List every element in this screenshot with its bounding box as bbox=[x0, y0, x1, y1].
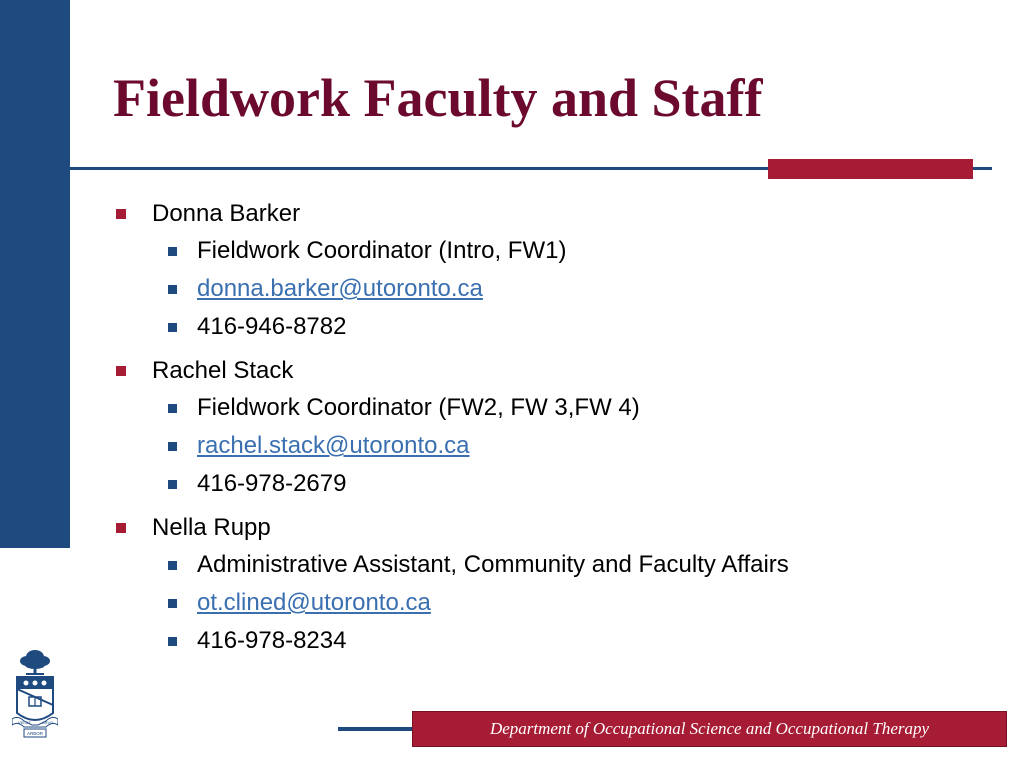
person-email-item bbox=[114, 427, 994, 465]
left-sidebar-bar bbox=[0, 0, 70, 548]
person-role: Fieldwork Coordinator (Intro, FW1) bbox=[197, 237, 567, 264]
staff-list bbox=[114, 195, 994, 666]
email-link[interactable]: donna.barker@utoronto.ca bbox=[197, 275, 483, 302]
person-role: Fieldwork Coordinator (FW2, FW 3,FW 4) bbox=[197, 394, 640, 421]
person-role: Administrative Assistant, Community and Faculty Affairs bbox=[197, 551, 789, 578]
motto-right: ARVO bbox=[42, 720, 54, 725]
title-underline-red-accent bbox=[768, 159, 973, 179]
motto-left: VELUT bbox=[18, 720, 31, 725]
footer-rule-blue bbox=[338, 727, 414, 731]
person-phone-item bbox=[114, 308, 994, 346]
square-bullet-icon bbox=[168, 404, 177, 413]
person-name: Rachel Stack bbox=[152, 357, 294, 384]
person-phone: 416-946-8782 bbox=[197, 313, 347, 340]
square-bullet-icon bbox=[168, 561, 177, 570]
square-bullet-icon bbox=[116, 366, 126, 376]
footer-banner bbox=[412, 711, 1007, 747]
square-bullet-icon bbox=[168, 247, 177, 256]
square-bullet-icon bbox=[168, 480, 177, 489]
person-phone: 416-978-8234 bbox=[197, 627, 347, 654]
square-bullet-icon bbox=[116, 209, 126, 219]
square-bullet-icon bbox=[168, 285, 177, 294]
person-role-item bbox=[114, 232, 994, 270]
person-name: Nella Rupp bbox=[152, 514, 271, 541]
email-link[interactable]: ot.clined@utoronto.ca bbox=[197, 589, 431, 616]
person-name-item bbox=[114, 352, 994, 389]
person-phone: 416-978-2679 bbox=[197, 470, 347, 497]
person-email-item bbox=[114, 584, 994, 622]
department-footer: Department of Occupational Science and Occupational Therapy bbox=[489, 719, 930, 738]
square-bullet-icon bbox=[116, 523, 126, 533]
person-role-item bbox=[114, 546, 994, 584]
university-crest-icon bbox=[12, 645, 58, 745]
person-phone-item bbox=[114, 465, 994, 503]
square-bullet-icon bbox=[168, 599, 177, 608]
person-email-item bbox=[114, 270, 994, 308]
person-phone-item bbox=[114, 622, 994, 660]
person-entry bbox=[114, 195, 994, 346]
slide-title: Fieldwork Faculty and Staff bbox=[113, 68, 763, 128]
email-link[interactable]: rachel.stack@utoronto.ca bbox=[197, 432, 470, 459]
person-entry bbox=[114, 509, 994, 660]
person-name-item bbox=[114, 509, 994, 546]
person-role-item bbox=[114, 389, 994, 427]
person-name: Donna Barker bbox=[152, 200, 301, 227]
square-bullet-icon bbox=[168, 637, 177, 646]
tree-icon bbox=[20, 650, 50, 675]
square-bullet-icon bbox=[168, 323, 177, 332]
motto-bottom: ARBOR bbox=[27, 731, 44, 736]
person-entry bbox=[114, 352, 994, 503]
person-name-item bbox=[114, 195, 994, 232]
square-bullet-icon bbox=[168, 442, 177, 451]
